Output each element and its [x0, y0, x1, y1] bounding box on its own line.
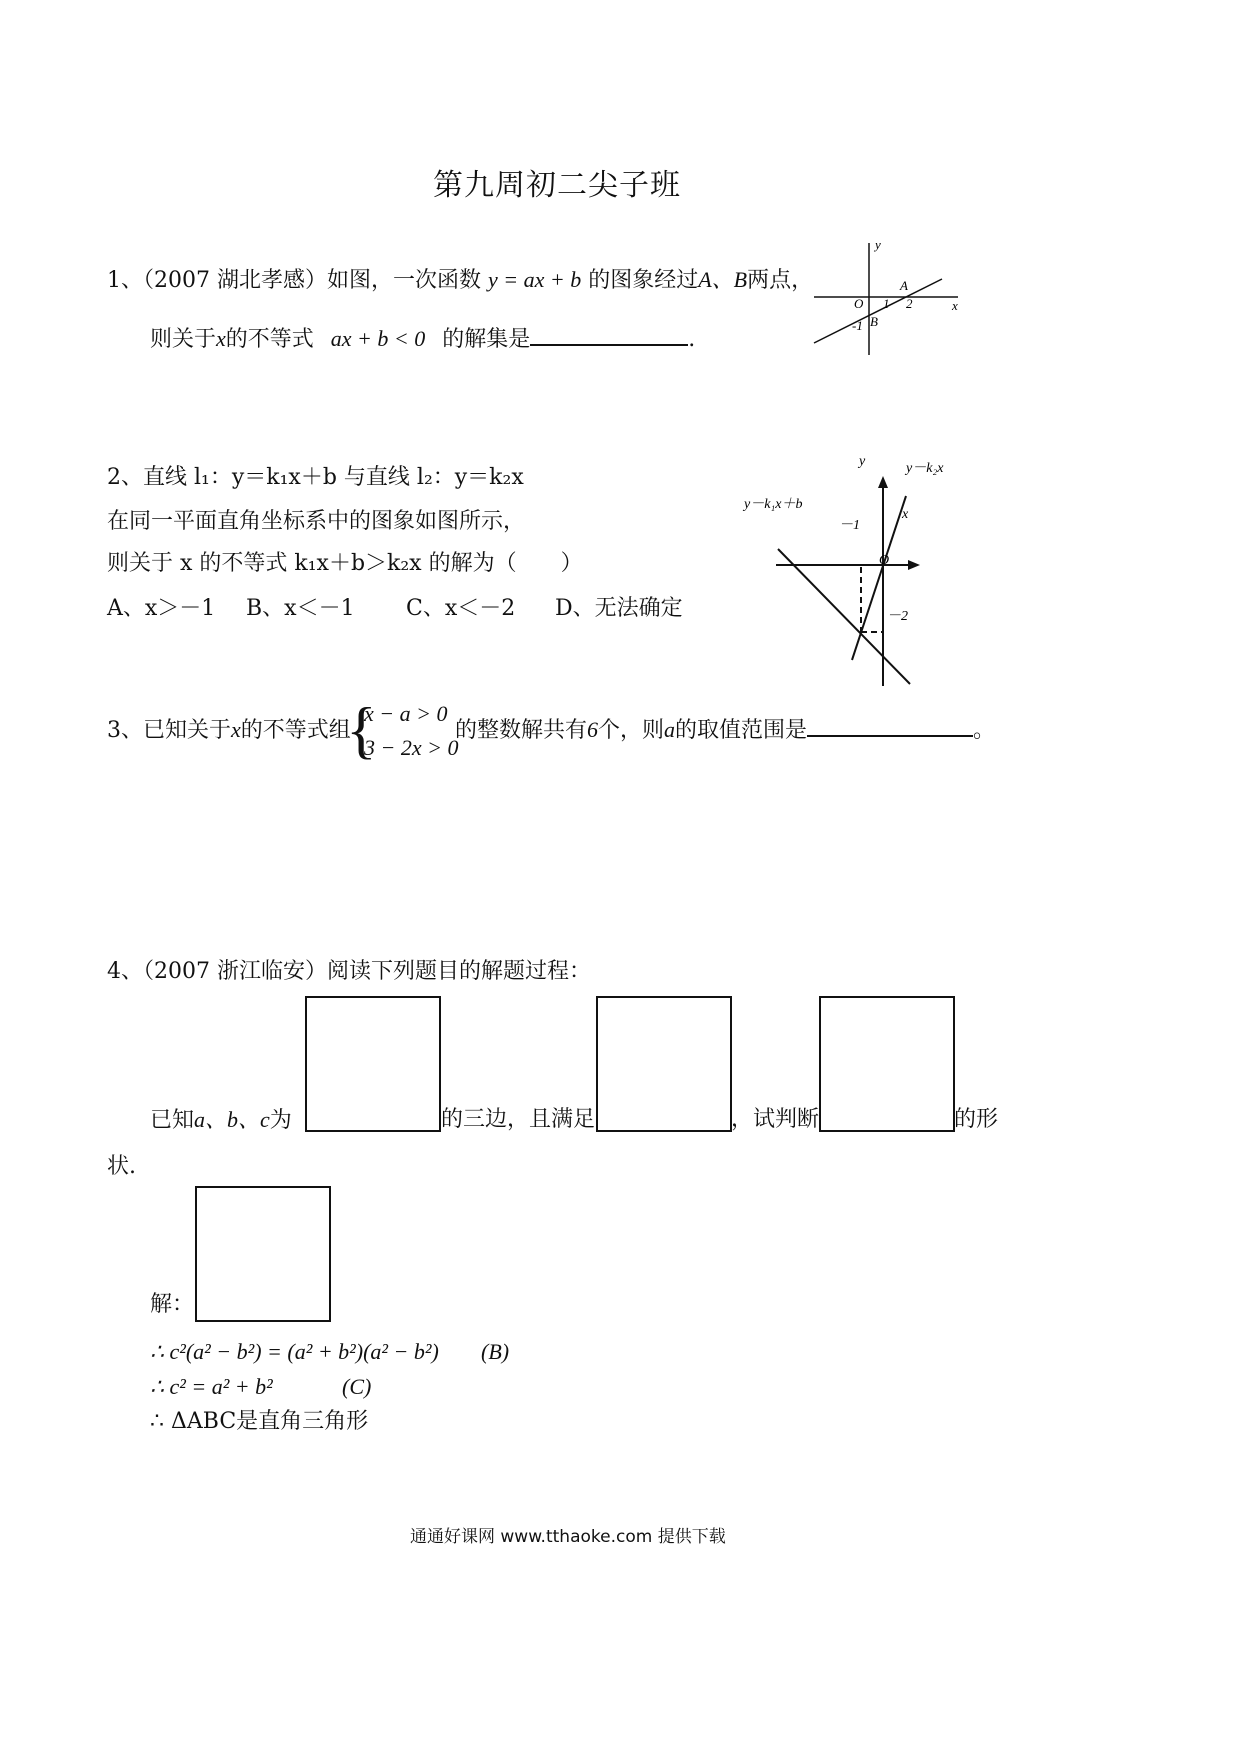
- option-d[interactable]: D、无法确定: [555, 596, 683, 621]
- question-1-line-1: [107, 266, 813, 295]
- variable-x: x: [231, 717, 241, 742]
- origin-label: O: [854, 296, 864, 311]
- question-3-line: [107, 716, 351, 745]
- question-text: 3、已知关于: [107, 718, 231, 743]
- y-axis-arrow: [878, 476, 888, 488]
- image-placeholder-triangle-2: [819, 996, 955, 1132]
- solution-step-c: ∴ c² = a² + b²: [150, 1374, 273, 1399]
- question-2-line-2: 在同一平面直角坐标系中的图象如图所示，: [107, 509, 526, 534]
- option-a[interactable]: A、x＞－1: [107, 596, 216, 621]
- function-line: [814, 279, 942, 343]
- solution-step-b: ∴ c²(a² − b²) = (a² + b²)(a² − b²): [150, 1339, 439, 1364]
- question-number: 1、: [107, 268, 143, 293]
- system-brace: {: [346, 694, 377, 765]
- image-placeholder-solution: [195, 1186, 331, 1322]
- axis-label-y: y: [875, 237, 881, 252]
- period: .: [688, 327, 696, 352]
- question-2-line-3: 则关于 x 的不等式 k₁x＋b＞k₂x 的解为（ ）: [107, 551, 583, 576]
- question-text: 的解集是: [442, 327, 531, 352]
- tick-label-neg2: －2: [887, 609, 908, 624]
- option-c[interactable]: C、x＜－2: [406, 596, 516, 621]
- solution-count: 6: [587, 717, 599, 742]
- option-b[interactable]: B、x＜－1: [246, 596, 355, 621]
- given-text-sides: 的三边，且满足: [441, 1107, 596, 1132]
- line-label-l1: y－k₁x＋b: [744, 497, 803, 512]
- question-text: 两点，: [747, 268, 814, 293]
- axis-label-y: y: [859, 454, 866, 469]
- answer-blank[interactable]: [807, 735, 973, 737]
- question-text: 已知: [150, 1108, 195, 1133]
- points-label: A、B: [698, 267, 748, 292]
- question-1-line-2: [150, 325, 695, 354]
- given-text: [150, 1106, 292, 1135]
- solution-step-d: ∴ ΔABC是直角三角形: [150, 1409, 369, 1434]
- page-title: 第九周初二尖子班: [433, 168, 681, 203]
- inequality: ax + b < 0: [330, 326, 426, 351]
- point-label-b: B: [870, 314, 878, 329]
- question-text: 的不等式组: [240, 718, 351, 743]
- question-4-line-1: 4、（2007 浙江临安）阅读下列题目的解题过程：: [107, 959, 591, 984]
- period: 。: [973, 718, 996, 743]
- system-equation-1: x − a > 0: [364, 701, 448, 726]
- function-formula: y = ax + b: [487, 267, 582, 292]
- question-3-line-tail: [455, 716, 995, 745]
- image-placeholder-triangle: [305, 996, 441, 1132]
- answer-blank[interactable]: [530, 344, 688, 346]
- system-equation-2: 3 − 2x > 0: [364, 735, 459, 760]
- given-text-shape-2: 状.: [107, 1154, 136, 1179]
- question-text: 个，则: [598, 718, 665, 743]
- question-text: 的不等式: [225, 327, 314, 352]
- question-text: 的图象经过: [588, 268, 699, 293]
- solve-label: 解：: [150, 1292, 195, 1317]
- question-text: 则关于: [150, 327, 217, 352]
- tick-label-neg1: －1: [839, 518, 860, 533]
- tick-label-neg1: -1: [852, 318, 863, 333]
- question-text: 的整数解共有: [455, 718, 588, 743]
- origin-label: O: [879, 553, 890, 568]
- page-footer: 通通好课网 www.tthaoke.com 提供下载: [410, 1527, 726, 1547]
- line-label-l2: y－k₂x: [906, 461, 944, 476]
- variable-a: a: [664, 717, 676, 742]
- step-tag-b: (B): [481, 1339, 510, 1364]
- image-placeholder-condition: [596, 996, 732, 1132]
- question-2-line-1: 2、直线 l₁：y＝k₁x＋b 与直线 l₂：y＝k₂x: [107, 465, 524, 490]
- question-source: （2007 湖北孝感）如图，一次函数: [143, 268, 481, 293]
- step-tag-c: (C): [342, 1374, 372, 1399]
- given-text-judge: ，试判断: [731, 1107, 820, 1132]
- point-label-a: A: [900, 278, 908, 293]
- variable-x: x: [216, 326, 226, 351]
- question-2-graph: [738, 452, 978, 692]
- given-text-shape: 的形: [954, 1107, 999, 1132]
- axis-label-x: x: [952, 298, 958, 313]
- tick-label-1: 1: [883, 296, 890, 311]
- tick-label-2: 2: [906, 296, 913, 311]
- x-axis-arrow: [908, 560, 920, 570]
- question-text: 为: [269, 1108, 292, 1133]
- question-text: 的取值范围是: [675, 718, 808, 743]
- variables-abc: a、b、c: [194, 1107, 270, 1132]
- question-1-graph: [800, 235, 975, 360]
- axis-label-x: x: [902, 507, 909, 522]
